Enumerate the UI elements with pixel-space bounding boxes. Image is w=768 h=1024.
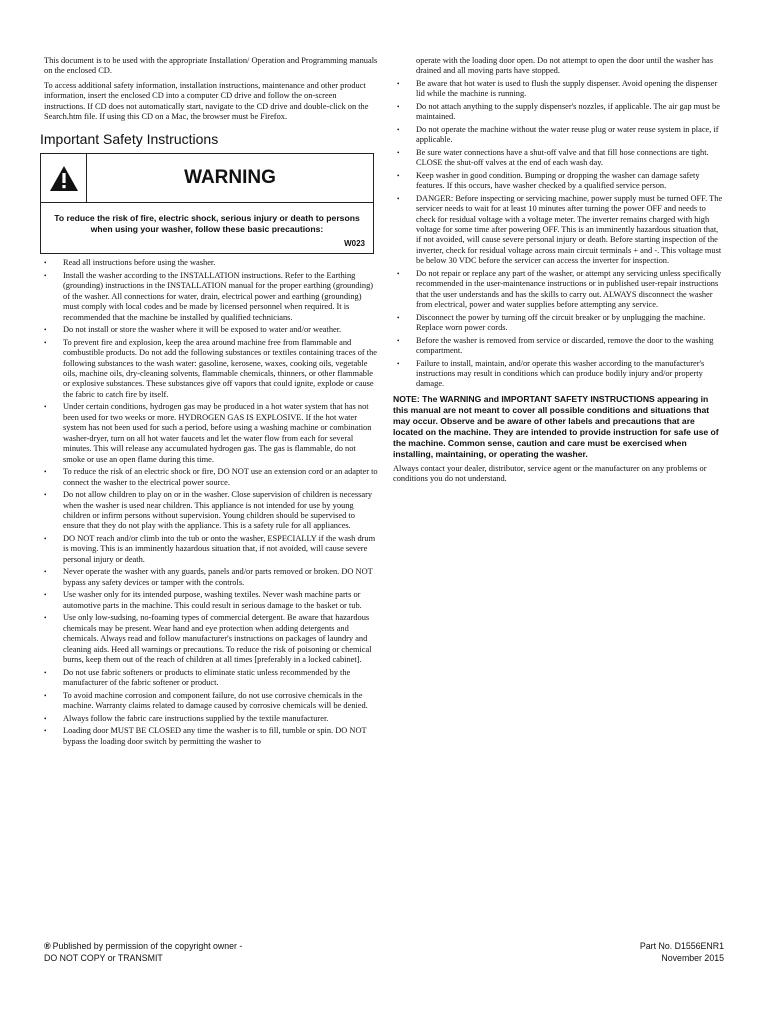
warning-title: WARNING [184, 167, 276, 189]
footer-line-2: DO NOT COPY or TRANSMIT [44, 953, 163, 963]
closing-paragraph: Always contact your dealer, distributor, service agent or the manufacturer on any problems or conditions you do not understand. [393, 463, 707, 484]
footer-copyright [44, 940, 242, 964]
list-item: • Be aware that hot water is used to flush the supply dispenser. Avoid opening the dispenser lid while the machine is running. [397, 79, 724, 100]
right-column [393, 56, 724, 485]
list-item: • To prevent fire and explosion, keep the area around machine free from flammable and combustible products. Do not add the following substances or textiles containing traces of the following substances to the wash water: gasoline, kerosene, waxes, cooking oils, vegetable oils, machine oils, dry-cleaning solvents, flammable chemicals, thinners, or other flammable or explosive substances. These substances give off vapors that could ignite, explode or cause the fabric to catch fire by itself. [44, 338, 378, 400]
left-column [40, 56, 378, 749]
list-item: • Be sure water connections have a shut-off valve and that fill hose connections are tight. CLOSE the shut-off valves at the end of each wash day. [397, 148, 724, 169]
warning-header [41, 154, 373, 203]
part-number: Part No. D1556ENR1 [639, 941, 724, 951]
note-paragraph: NOTE: The WARNING and IMPORTANT SAFETY INSTRUCTIONS appearing in this manual are not meant to cover all possible conditions and situations that may occur. Observe and be aware of other labels and precautions that are located on the machine. They are intended to provide instruction for safe use of the machine. Common sense, caution and care must be exercised when installing, maintaining, or operating the washer. [393, 393, 719, 459]
footer-part-info [640, 940, 724, 964]
list-item: • To reduce the risk of an electric shock or fire, DO NOT use an extension cord or an adapter to connect the washer to the electrical power source. [44, 467, 378, 488]
list-item: • To avoid machine corrosion and component failure, do not use corrosive chemicals in the machine. Warranty claims related to damage caused by corrosive chemicals will be denied. [44, 691, 378, 712]
warning-code: W023 [344, 239, 365, 249]
list-item: • Loading door MUST BE CLOSED any time the washer is to fill, tumble or spin. DO NOT bypass the loading door switch by permitting the washer to [44, 726, 378, 747]
list-item: • Use only low-sudsing, no-foaming types of commercial detergent. Be aware that hazardous chemicals may be present. Wear hand and eye protection when adding detergents and chemicals. Always read and follow manufacturer's instructions on packages of laundry and cleaning aids. Heed all warnings or precautions. To reduce the risk of poisoning or chemical burns, keep them out of the reach of children at all times [preferably in a locked cabinet]. [44, 613, 378, 665]
list-item: • Use washer only for its intended purpose, washing textiles. Never wash machine parts or automotive parts in the machine. This could result in serious damage to the basket or tub. [44, 590, 378, 611]
list-item: • Do not use fabric softeners or products to eliminate static unless recommended by the manufacturer of the fabric softener or product. [44, 668, 378, 689]
list-item: • Disconnect the power by turning off the circuit breaker or by unplugging the machine. Replace worn power cords. [397, 313, 724, 334]
warning-body: To reduce the risk of fire, electric shock, serious injury or death to persons when using your washer, follow these basic precautions: [54, 213, 360, 235]
left-bullet-list [44, 258, 378, 747]
list-item: • Keep washer in good condition. Bumping or dropping the washer can damage safety features. If this occurs, have washer checked by a qualified service person. [397, 171, 724, 192]
section-title: Important Safety Instructions [40, 131, 219, 148]
intro-paragraph-2: To access additional safety information, installation instructions, maintenance and other product information, insert the enclosed CD into a computer CD drive and follow the on-screen instructions. If CD does not automatically start, navigate to the CD drive and double-click on the Search.htm file. If using this CD on a Mac, the browser must be Firefox. [44, 80, 369, 122]
list-item: • Install the washer according to the INSTALLATION instructions. Refer to the Earthing (grounding) instructions in the INSTALLATION manual for the proper earthing (grounding) of the washer. All connections for water, drain, electrical power and earthing (grounding) must comply with local codes and be made by licensed personnel when required. It is recommended that the machine be installed by qualified technicians. [44, 271, 378, 323]
list-item: • Never operate the washer with any guards, panels and/or parts removed or broken. DO NOT bypass any safety devices or tamper with the controls. [44, 567, 378, 588]
list-item: • Always follow the fabric care instructions supplied by the textile manufacturer. [44, 714, 378, 724]
list-item: • DO NOT reach and/or climb into the tub or onto the washer, ESPECIALLY if the wash drum is moving. This is an imminently hazardous situation that, if not avoided, will cause severe personal injury or death. [44, 534, 378, 565]
warning-box [40, 153, 374, 254]
footer-line-1 [44, 940, 242, 952]
list-item: • Under certain conditions, hydrogen gas may be produced in a hot water system that has not been used for two weeks or more. HYDROGEN GAS IS EXPLOSIVE. If the hot water system has not been used for such a period, before using a washing machine or combination washer-dryer, turn on all hot water faucets and let the water flow from each for several minutes. This will release any accumulated hydrogen gas. The gas is flammable, do not smoke or use an open flame during this time. [44, 402, 378, 464]
warning-icon-cell [41, 154, 87, 202]
registered-mark: ® [44, 941, 51, 951]
list-item: • Do not allow children to play on or in the washer. Close supervision of children is necessary when the washer is used near children. This appliance is not intended for use by young children or infirm persons without supervision. Young children should be supervised to ensure that they do not play with the appliance. This is a safety rule for all appliances. [44, 490, 378, 532]
list-item: • Do not repair or replace any part of the washer, or attempt any servicing unless specifically recommended in the user-maintenance instructions or in published user-repair instructions that the user understands and has the skills to carry out. ALWAYS disconnect the washer from electrical, power and water supplies before attempting any service. [397, 269, 724, 311]
list-item: • Before the washer is removed from service or discarded, remove the door to the washing compartment. [397, 336, 724, 357]
continued-bullet-text: operate with the loading door open. Do not attempt to open the door until the washer has drained and all moving parts have stopped. [416, 56, 714, 76]
right-bullet-list [397, 79, 724, 390]
warning-triangle-icon [49, 165, 79, 192]
list-item: • Do not operate the machine without the water reuse plug or water reuse system in place, if applicable. [397, 125, 724, 146]
publication-date: November 2015 [661, 953, 724, 963]
list-item: • Do not install or store the washer where it will be exposed to water and/or weather. [44, 325, 378, 335]
footer-published-text: Published by permission of the copyright owner - [52, 941, 243, 951]
intro-paragraph-1: This document is to be used with the appropriate Installation/ Operation and Programming manuals on the enclosed CD. [44, 56, 378, 76]
list-item: • DANGER: Before inspecting or servicing machine, power supply must be turned OFF. The servicer needs to wait for at least 10 minutes after turning the power OFF and needs to check for residual voltage with a voltage meter. The inverter remains charged with high voltage for some time after powering OFF. This is an imminently hazardous situation that, if not avoided, will cause severe personal injury or death. Before starting inspection of the inverter, check for residual voltage across main circuit terminals + and -. This voltage must be below 30 VDC before the servicer can access the inverter for inspection. [397, 194, 724, 267]
list-item: • Do not attach anything to the supply dispenser's nozzles, if applicable. The air gap must be maintained. [397, 102, 724, 123]
list-item: • Read all instructions before using the washer. [44, 258, 378, 268]
list-item: • Failure to install, maintain, and/or operate this washer according to the manufacturer's instructions may result in conditions which can produce bodily injury and/or property damage. [397, 359, 724, 390]
